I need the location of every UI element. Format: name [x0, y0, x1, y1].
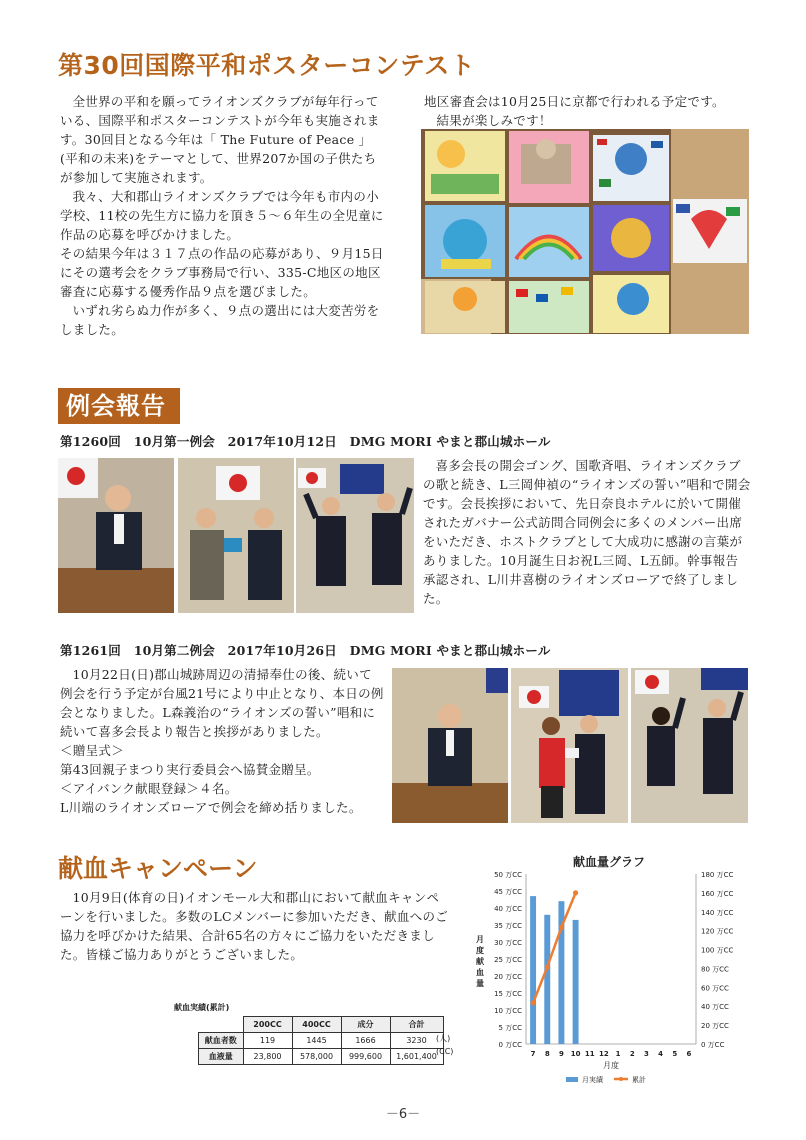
right-tick-label: 120 万CC: [701, 927, 734, 936]
meeting-2-para-2: ＜贈呈式＞: [60, 743, 125, 758]
legend-label-monthly: 月実績: [582, 1076, 603, 1084]
poster-para-4: いずれ劣らぬ力作が多く、９点の選出には大変苦労をしました。: [60, 303, 380, 337]
poster-para-2: 我々、大和郡山ライオンズクラブでは今年も市内の小学校、11校の先生方に協力を頂き５～６年生の全児童に作品の応募を呼びかけました。: [60, 189, 384, 242]
meeting-2-photo-1: [392, 668, 508, 823]
blood-table-wrap: [198, 1016, 444, 1065]
meeting-1-photo-1-art: [58, 458, 174, 613]
x-tick-label: 3: [643, 1050, 649, 1058]
page-number: －6－: [385, 1107, 421, 1122]
x-tick-label: 4: [658, 1050, 664, 1058]
meeting-2-para-5: L川端のライオンズローアで例会を締め括りました。: [60, 800, 362, 815]
meeting-1-photo-3-art: [296, 458, 414, 613]
table-cell: 119: [243, 1033, 292, 1049]
section-title: 例会報告: [66, 392, 166, 420]
table-cell: 1666: [341, 1033, 390, 1049]
x-tick-label: 12: [599, 1050, 609, 1058]
meeting-2-photo-1-art: [392, 668, 508, 823]
right-tick-label: 100 万CC: [701, 946, 734, 955]
legend-marker-cumulative: [619, 1077, 623, 1081]
meeting-1-photo-3: [296, 458, 414, 613]
cumulative-point: [559, 925, 564, 930]
meeting-2-para-3: 第43回親子まつり実行委員会へ協賛金贈呈。: [60, 762, 320, 777]
table-cell: 3230: [390, 1033, 443, 1049]
meeting-2-photo-2-art: [511, 668, 628, 823]
right-tick-label: 20 万CC: [701, 1022, 729, 1031]
x-axis-label: 月度: [603, 1061, 619, 1070]
x-tick-label: 5: [672, 1050, 678, 1058]
left-tick-label: 35 万CC: [494, 922, 522, 930]
x-tick-label: 7: [530, 1050, 536, 1058]
right-tick-label: 140 万CC: [701, 908, 734, 917]
x-tick-label: 2: [629, 1050, 635, 1058]
table-cell: 578,000: [292, 1049, 341, 1065]
x-tick-label: 6: [686, 1050, 692, 1058]
table-cell: 999,600: [341, 1049, 390, 1065]
x-tick-label: 1: [615, 1050, 621, 1058]
blood-table-row-label: 献血者数: [199, 1033, 244, 1049]
right-tick-label: 0 万CC: [701, 1041, 725, 1049]
right-tick-label: 180 万CC: [701, 871, 734, 879]
left-tick-label: 50 万CC: [494, 871, 522, 879]
cumulative-point: [530, 1000, 535, 1005]
left-tick-label: 5 万CC: [498, 1024, 522, 1032]
left-tick-label: 25 万CC: [494, 956, 522, 964]
blood-table-header: 200CC: [243, 1017, 292, 1033]
blood-table-header-row: [199, 1017, 444, 1033]
poster-right-line-1: 地区審査会は10月25日に京都で行われる予定です。: [424, 94, 725, 109]
cumulative-point: [545, 964, 550, 969]
right-tick-label: 80 万CC: [701, 965, 729, 974]
bar-monthly: [544, 915, 550, 1044]
meeting-2-photo-2: [511, 668, 628, 823]
bar-monthly: [530, 896, 536, 1044]
x-tick-label: 11: [584, 1050, 595, 1058]
blood-table-unit-2: (CC): [436, 1047, 454, 1056]
poster-photo-art: [421, 129, 749, 334]
poster-text: [60, 92, 386, 339]
left-tick-label: 15 万CC: [494, 990, 522, 998]
blood-text: 10月9日(体育の日)イオンモール大和郡山において献血キャンペーンを行いました。多数のLCメンバーに参加いただき、献血へのご協力を呼びかけた結果、合計65名の方々にご協力をいただきました。皆様ご協力ありがとうございました。: [60, 890, 449, 962]
poster-title: 第30回国際平和ポスターコンテスト: [58, 51, 476, 80]
table-row: [199, 1049, 444, 1065]
meeting-1-text: 喜多会長の開会ゴング、国歌斉唱、ライオンズクラブの歌と続き、L三岡伸禎の“ライオンズの誓い”唱和で開会です。会長挨拶において、先日奈良ホテルに於いて開催されたガバナー公式訪問合同例会に多くのメンバー出席をいただき、ホストクラブとして大成功に感謝の言葉がありました。10月誕生日お祝L三岡、L五師。幹事報告承認され、L川井喜樹のライオンズローアで終了しました。: [423, 458, 751, 606]
y-axis-label-char: 度: [476, 946, 484, 955]
left-tick-label: 40 万CC: [494, 905, 522, 913]
table-row: [199, 1033, 444, 1049]
poster-para-3: その結果今年は３１７点の作品の応募があり、９月15日にその選考会をクラブ事務局で行い、335-C地区の地区審査に応募する優秀作品９点を選びました。: [60, 246, 384, 299]
section-title-box: [58, 388, 180, 424]
cumulative-point: [573, 890, 578, 895]
right-tick-label: 40 万CC: [701, 1003, 729, 1012]
meeting-1-photo-2-art: [178, 458, 294, 613]
poster-right-text: [424, 92, 754, 130]
right-tick-label: 60 万CC: [701, 984, 729, 993]
meeting-1-photo-2: [178, 458, 294, 613]
left-tick-label: 0 万CC: [498, 1041, 522, 1049]
legend-swatch-monthly: [566, 1077, 578, 1082]
x-tick-label: 8: [544, 1050, 550, 1058]
left-tick-label: 10 万CC: [494, 1007, 522, 1015]
meeting-2-para-4: ＜アイバンク献眼登録＞４名。: [60, 781, 238, 796]
legend-label-cumulative: 累計: [632, 1076, 646, 1084]
y-axis-label-char: 量: [476, 979, 484, 988]
meeting-2-photo-3-art: [631, 668, 748, 823]
blood-table-header: 合計: [390, 1017, 443, 1033]
blood-table: [198, 1016, 444, 1065]
y-axis-label-char: 献: [476, 957, 484, 966]
blood-title: 献血キャンペーン: [58, 854, 258, 883]
meeting-2-text: [60, 665, 384, 817]
y-axis-label-char: 血: [476, 968, 484, 977]
left-tick-label: 30 万CC: [494, 939, 522, 947]
poster-photo: [421, 129, 749, 334]
table-cell: 1445: [292, 1033, 341, 1049]
blood-chart: [468, 850, 750, 1090]
left-tick-label: 45 万CC: [494, 888, 522, 896]
bar-monthly: [573, 920, 579, 1044]
table-cell: 23,800: [243, 1049, 292, 1065]
meeting-2-para-1: 10月22日(日)郡山城跡周辺の清掃奉仕の後、続いて例会を行う予定が台風21号により中止となり、本日の例会となりました。L森義治の“ライオンズの誓い”唱和に続いて喜多会長より報告と挨拶がありました。: [60, 667, 384, 739]
meeting-1-photo-1: [58, 458, 174, 613]
blood-table-corner: [199, 1017, 244, 1033]
blood-table-unit-1: (人): [436, 1034, 451, 1043]
y-axis-label-char: 月: [476, 935, 484, 944]
x-tick-label: 9: [558, 1050, 564, 1058]
meeting-2-heading: 第1261回 10月第二例会 2017年10月26日 DMG MORI やまと郡山城ホール: [60, 643, 551, 658]
meeting-1-heading: 第1260回 10月第一例会 2017年10月12日 DMG MORI やまと郡山城ホール: [60, 434, 551, 449]
poster-right-line-2: 結果が楽しみです！: [436, 113, 552, 128]
blood-table-row-label: 血液量: [199, 1049, 244, 1065]
chart-title: 献血量グラフ: [572, 855, 646, 869]
table-cell: 1,601,400: [390, 1049, 443, 1065]
left-tick-label: 20 万CC: [494, 973, 522, 981]
right-tick-label: 160 万CC: [701, 889, 734, 898]
x-tick-label: 10: [570, 1050, 581, 1058]
blood-table-header: 400CC: [292, 1017, 341, 1033]
poster-para-1: 全世界の平和を願ってライオンズクラブが毎年行っている、国際平和ポスターコンテストが今年も実施されます。30回目となる今年は「 The Future of Peace 」(平和の未来)をテーマとして、世界207か国の子供たちが参加して実施されます。: [60, 94, 380, 185]
blood-table-header: 成分: [341, 1017, 390, 1033]
blood-table-caption: 献血実績(累計): [174, 1003, 230, 1012]
meeting-2-photo-3: [631, 668, 748, 823]
